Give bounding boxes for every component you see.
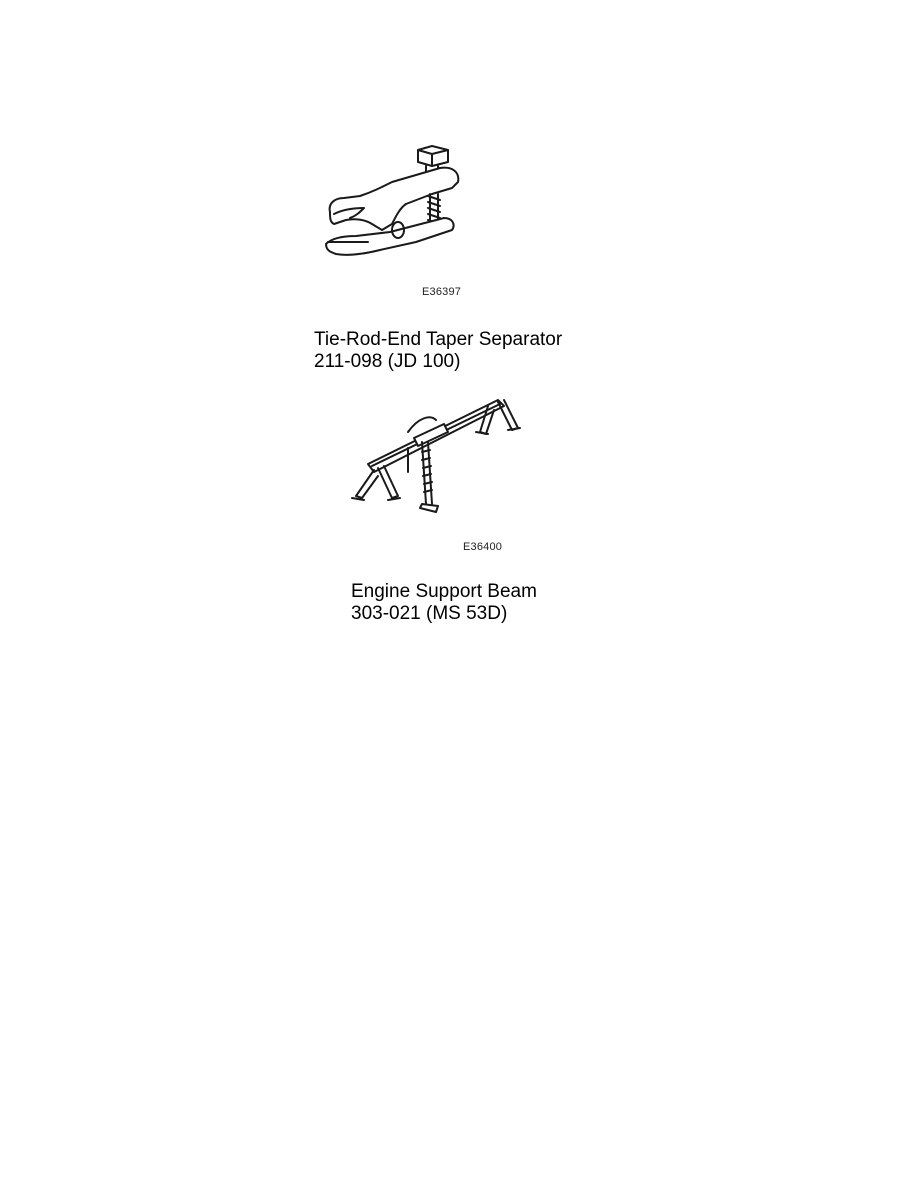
tool-part-number: 303-021 (MS 53D) — [351, 603, 508, 624]
tool-caption — [314, 329, 562, 373]
tool-name: Tie-Rod-End Taper Separator — [314, 329, 563, 350]
tie-rod-end-taper-separator-illustration — [320, 138, 470, 266]
engine-support-beam-illustration — [348, 388, 528, 524]
tool-part-number: 211-098 (JD 100) — [314, 351, 461, 372]
tool-name: Engine Support Beam — [351, 581, 537, 602]
figure-code: E36397 — [422, 286, 462, 298]
figure-code: E36400 — [463, 541, 503, 553]
tool-caption — [351, 581, 537, 625]
